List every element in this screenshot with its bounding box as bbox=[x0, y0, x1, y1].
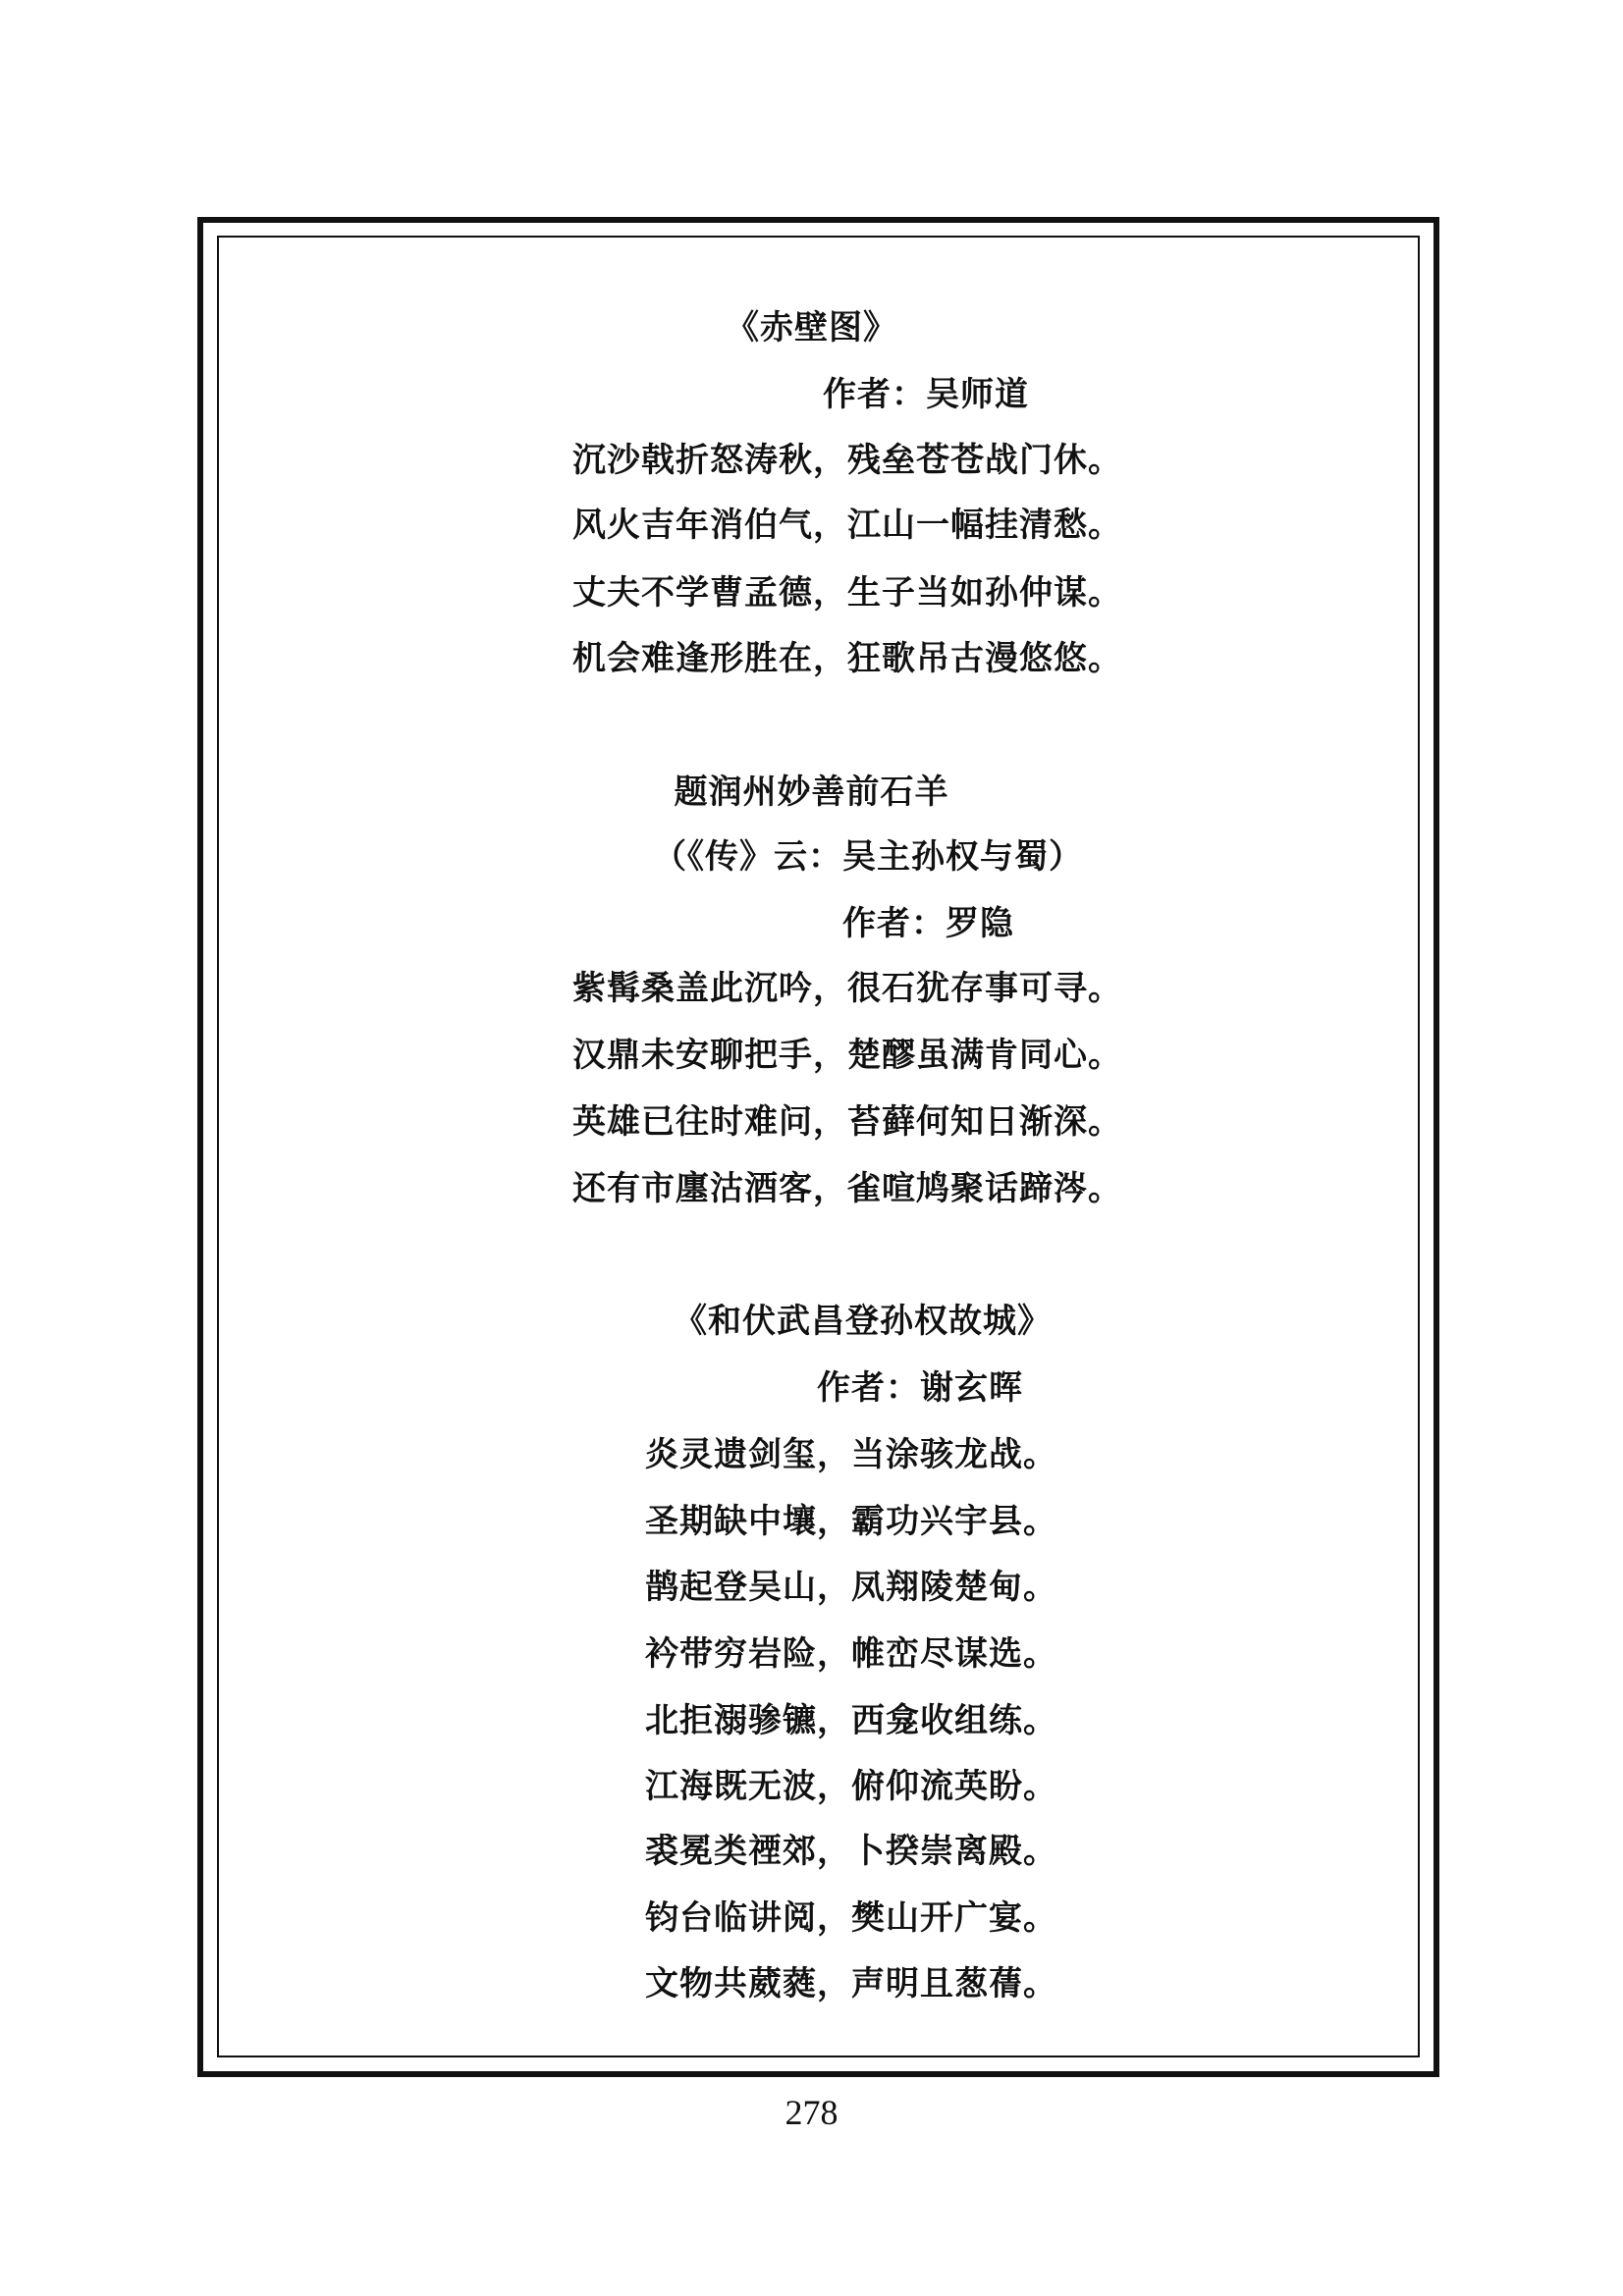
poem-3-author: 作者：谢玄晖 bbox=[817, 1368, 1023, 1408]
poem-1-line-1: 沉沙戟折怒涛秋，残垒苍苍战门休。 bbox=[572, 441, 1122, 480]
poem-1-line-4: 机会难逢形胜在，狂歌吊古漫悠悠。 bbox=[572, 639, 1122, 678]
poem-2-subtitle: （《传》云：吴主孙权与蜀） bbox=[653, 837, 1083, 877]
poem-3-line-5: 北拒溺骖镳，西龛收组练。 bbox=[645, 1701, 1057, 1740]
poem-2-line-2: 汉鼎未安聊把手，楚醪虽满肯同心。 bbox=[572, 1036, 1122, 1075]
poem-2-line-4: 还有市廛沽酒客，雀喧鸠聚话蹄涔。 bbox=[572, 1169, 1122, 1208]
poem-2-title: 题润州妙善前石羊 bbox=[674, 773, 949, 812]
poem-1-line-3: 丈夫不学曹孟德，生子当如孙仲谋。 bbox=[572, 573, 1122, 613]
poem-3-line-7: 裘冕类禋郊，卜揆崇离殿。 bbox=[645, 1832, 1057, 1871]
poem-1-line-2: 风火吉年消伯气，江山一幅挂清愁。 bbox=[572, 506, 1122, 545]
poem-3-line-9: 文物共葳蕤，声明且葱蒨。 bbox=[645, 1964, 1057, 2003]
poem-1-title: 《赤壁图》 bbox=[726, 308, 897, 347]
poem-2-author: 作者：罗隐 bbox=[842, 904, 1014, 943]
poem-3-line-2: 圣期缺中壤，霸功兴宇县。 bbox=[645, 1502, 1057, 1541]
poem-3-line-3: 鹊起登吴山，凤翔陵楚甸。 bbox=[645, 1568, 1057, 1607]
poem-3-line-6: 江海既无波，俯仰流英盼。 bbox=[645, 1767, 1057, 1806]
poem-3-title: 《和伏武昌登孙权故城》 bbox=[674, 1302, 1052, 1341]
poem-2-line-3: 英雄已往时难问，苔藓何知日渐深。 bbox=[572, 1102, 1122, 1142]
poem-3-line-1: 炎灵遗剑玺，当涂骇龙战。 bbox=[645, 1435, 1057, 1474]
poem-3-line-4: 衿带穷岩险，帷峦尽谋选。 bbox=[645, 1634, 1057, 1674]
poem-3-line-8: 钧台临讲阅，樊山开广宴。 bbox=[645, 1898, 1057, 1938]
page-number: 278 bbox=[784, 2093, 839, 2132]
poem-1-author: 作者：吴师道 bbox=[823, 375, 1029, 414]
poem-2-line-1: 紫髯桑盖此沉吟，很石犹存事可寻。 bbox=[572, 969, 1122, 1008]
